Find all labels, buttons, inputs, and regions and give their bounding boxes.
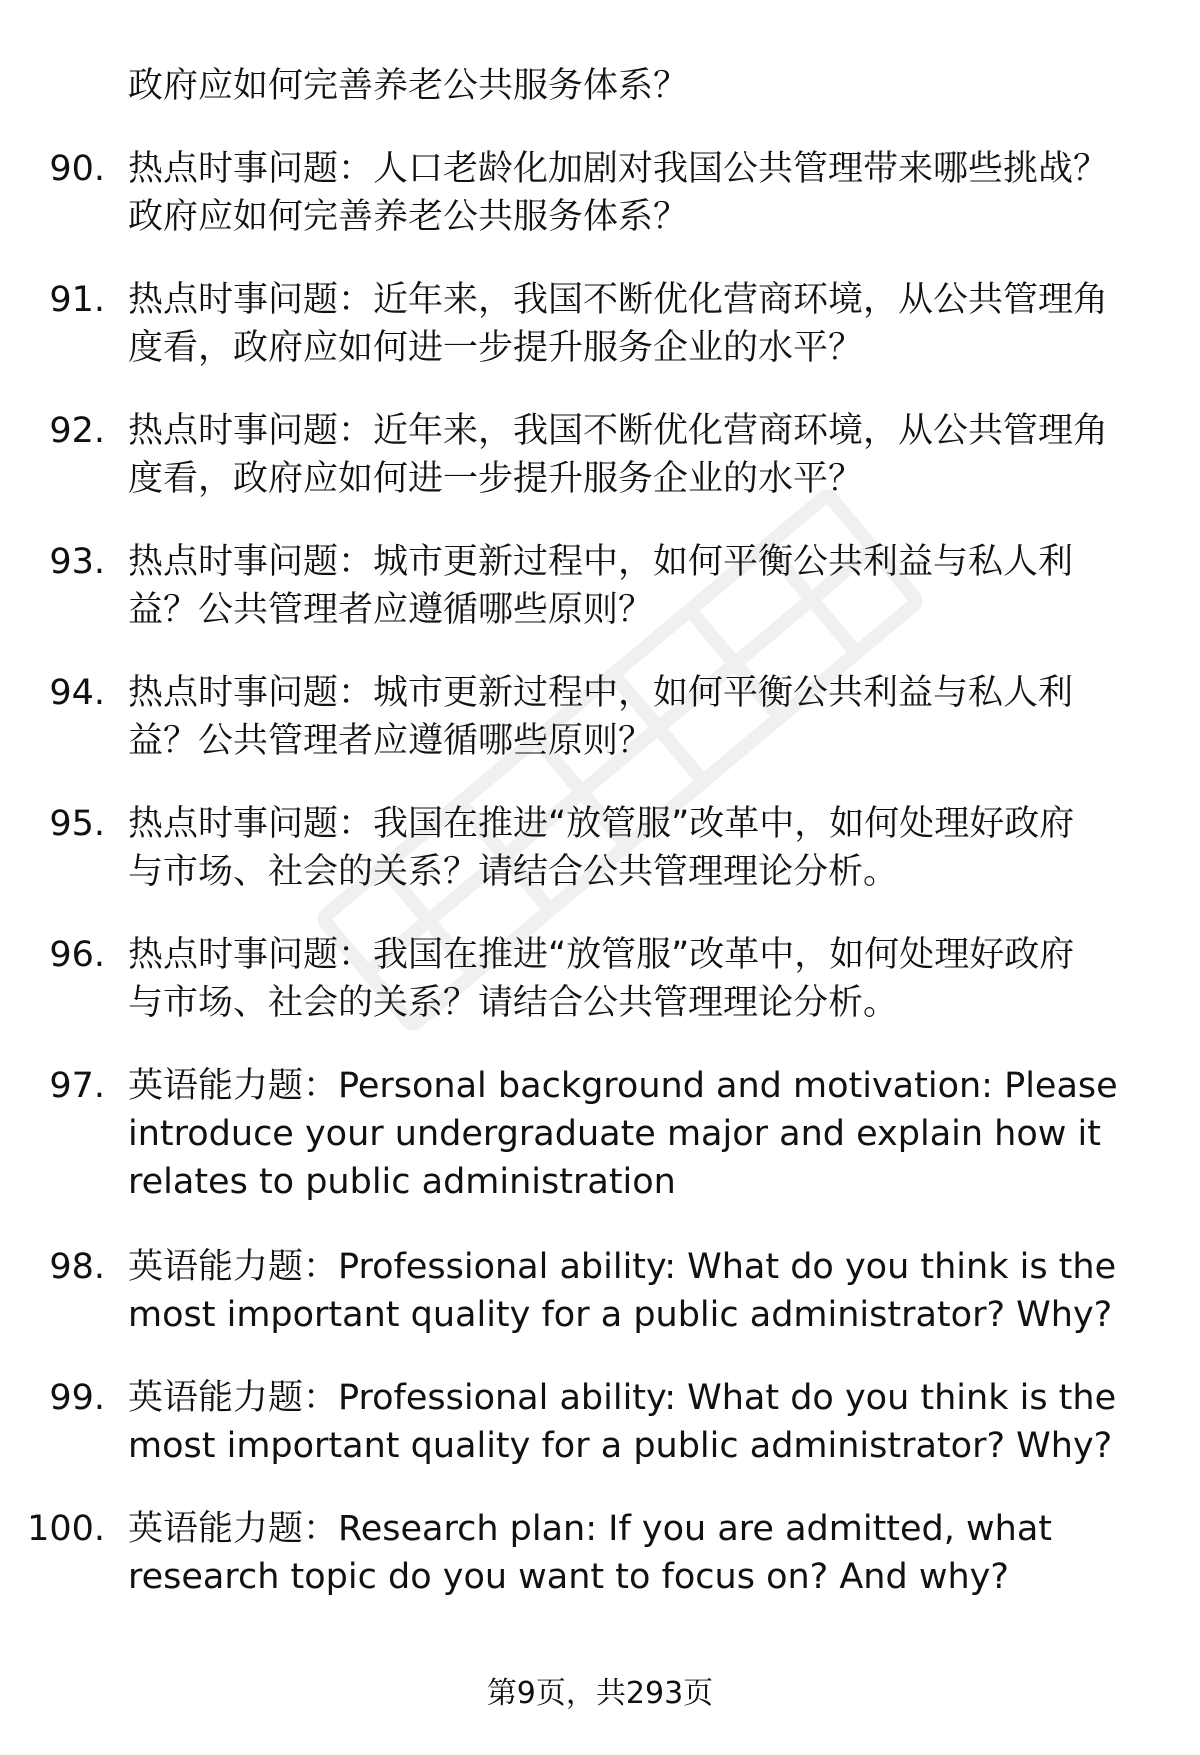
item-number: 92. [49,411,105,451]
item-text-line: 与市场、社会的关系？请结合公共管理理论分析。 [128,983,899,1023]
item-text-line: 热点时事问题：我国在推进“放管服”改革中，如何处理好政府 [128,804,1075,844]
item-number: 99. [49,1378,105,1418]
item-text-line: 英语能力题：Professional ability: What do you think is the [128,1378,1117,1418]
item-text-line: 英语能力题：Personal background and motivation: Please [128,1066,1118,1106]
item-text-line: 英语能力题：Professional ability: What do you think is the [128,1247,1117,1287]
item-text [128,1062,1148,1206]
item-text [128,1243,1148,1339]
item-text-line: 热点时事问题：城市更新过程中，如何平衡公共利益与私人利 [128,542,1074,582]
item-text [128,276,1148,372]
item-text-line: introduce your undergraduate major and explain how it [128,1114,1101,1154]
item-number: 90. [49,149,105,189]
item-text-line: 热点时事问题：近年来，我国不断优化营商环境，从公共管理角 [128,280,1109,320]
item-text [128,407,1148,503]
item-number: 96. [49,935,105,975]
item-text [128,1374,1148,1470]
item-number: 94. [49,673,105,713]
item-text-line: most important quality for a public administrator? Why? [128,1426,1113,1466]
item-text-line: 英语能力题：Research plan: If you are admitted, what [128,1509,1052,1549]
item-number: 97. [49,1066,105,1106]
page-number-footer: 第9页，共293页 [486,1676,714,1711]
item-text [128,1505,1148,1601]
continuation-line: 政府应如何完善养老公共服务体系？ [128,66,689,106]
item-number: 93. [49,542,105,582]
item-text-line: relates to public administration [128,1162,676,1202]
item-text [128,800,1148,896]
item-text [128,538,1148,634]
item-text [128,145,1148,241]
item-text-line: 热点时事问题：城市更新过程中，如何平衡公共利益与私人利 [128,673,1074,713]
item-number: 91. [49,280,105,320]
item-text-line: 热点时事问题：人口老龄化加剧对我国公共管理带来哪些挑战？ [128,149,1109,189]
item-number: 100. [27,1509,105,1549]
item-number: 95. [49,804,105,844]
item-text-line: 度看，政府应如何进一步提升服务企业的水平？ [128,328,864,368]
item-text-line: most important quality for a public administrator? Why? [128,1295,1113,1335]
item-text-line: 与市场、社会的关系？请结合公共管理理论分析。 [128,852,899,892]
item-text-line: 益？公共管理者应遵循哪些原则？ [128,721,654,761]
item-text-line: research topic do you want to focus on? And why? [128,1557,1009,1597]
item-number: 98. [49,1247,105,1287]
item-text-line: 热点时事问题：近年来，我国不断优化营商环境，从公共管理角 [128,411,1109,451]
item-text-line: 益？公共管理者应遵循哪些原则？ [128,590,654,630]
item-text [128,669,1148,765]
item-text-line: 热点时事问题：我国在推进“放管服”改革中，如何处理好政府 [128,935,1075,975]
item-text-line: 政府应如何完善养老公共服务体系？ [128,197,689,237]
item-text-line: 度看，政府应如何进一步提升服务企业的水平？ [128,459,864,499]
item-text [128,931,1148,1027]
